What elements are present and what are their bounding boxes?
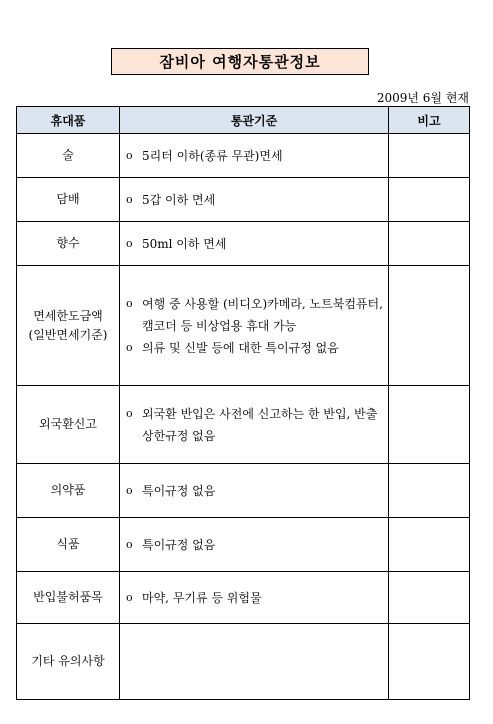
bullet-text: 외국환 반입은 사전에 신고하는 한 반입, 반출 상한규정 없음 [142,406,378,443]
item-cell: 담배 [17,178,120,222]
item-cell: 의약품 [17,464,120,518]
note-cell [389,134,470,178]
note-cell [389,222,470,266]
table-row [17,266,470,386]
bullet-text: 여행 중 사용할 (비디오)카메라, 노트북컴퓨터, 캠코더 등 비상업용 휴대 가능 [142,296,383,333]
criteria-bullet [126,480,384,502]
bullet-mark: ο [126,537,133,551]
table-row [17,518,470,572]
criteria-cell [120,572,389,624]
header-item: 휴대품 [17,107,120,134]
table-row [17,386,470,464]
table-row [17,572,470,624]
criteria-bullet [126,189,384,211]
bullet-mark: ο [126,406,133,420]
criteria-cell [120,386,389,464]
item-cell: 반입불허품목 [17,572,120,624]
note-cell [389,266,470,386]
document-title: 잠비아 여행자통관정보 [111,48,369,75]
table-row [17,624,470,700]
criteria-bullet [126,534,384,556]
table-row [17,178,470,222]
bullet-text: 5리터 이하(종류 무관)면세 [142,148,283,163]
date-label: 2009년 6월 현재 [376,91,469,105]
note-cell [389,572,470,624]
note-cell [389,178,470,222]
criteria-bullet [126,145,384,167]
customs-table [16,106,470,700]
criteria-bullet [126,293,384,337]
item-cell: 기타 유의사항 [17,624,120,700]
criteria-cell [120,624,389,700]
criteria-cell [120,222,389,266]
note-cell [389,386,470,464]
table-header-row [17,107,470,134]
bullet-text: 특이규정 없음 [142,537,216,552]
note-cell [389,624,470,700]
criteria-cell [120,134,389,178]
criteria-bullet [126,403,384,447]
item-cell: 면세한도금액 (일반면세기준) [17,266,120,386]
item-cell: 식품 [17,518,120,572]
bullet-text: 5갑 이하 면세 [142,192,216,207]
note-cell [389,464,470,518]
bullet-mark: ο [126,296,133,310]
criteria-bullet [126,337,384,359]
criteria-cell [120,464,389,518]
criteria-cell [120,518,389,572]
bullet-mark: ο [126,483,133,497]
bullet-mark: ο [126,192,133,206]
item-cell: 향수 [17,222,120,266]
table-body [17,134,470,700]
table-row [17,134,470,178]
criteria-bullet [126,587,384,609]
item-cell: 외국환신고 [17,386,120,464]
note-cell [389,518,470,572]
bullet-mark: ο [126,148,133,162]
header-criteria: 통관기준 [120,107,389,134]
table-row [17,464,470,518]
criteria-bullet [126,233,384,255]
bullet-text: 의류 및 신발 등에 대한 특이규정 없음 [142,340,339,355]
bullet-mark: ο [126,590,133,604]
bullet-text: 특이규정 없음 [142,483,216,498]
criteria-cell [120,178,389,222]
bullet-mark: ο [126,236,133,250]
bullet-text: 50ml 이하 면세 [142,236,227,251]
criteria-cell [120,266,389,386]
table-row [17,222,470,266]
header-note: 비고 [389,107,470,134]
item-cell: 술 [17,134,120,178]
bullet-mark: ο [126,340,133,354]
bullet-text: 마약, 무기류 등 위험물 [142,590,262,605]
